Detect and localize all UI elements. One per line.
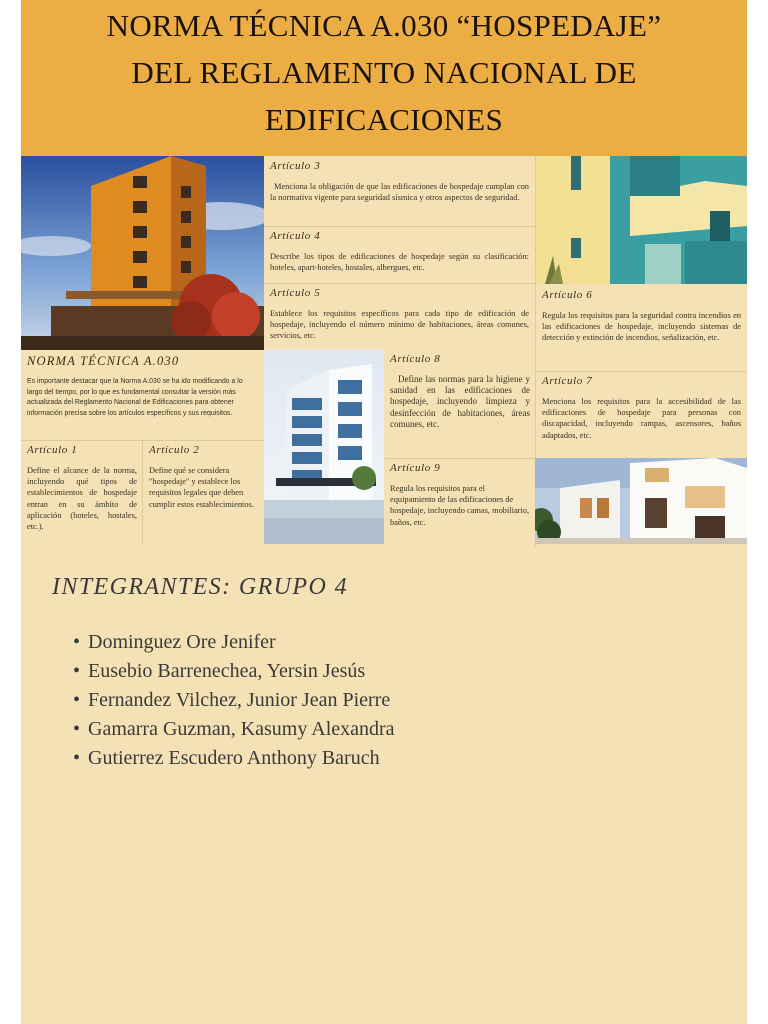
member-name: Gutierrez Escudero Anthony Baruch — [88, 747, 380, 769]
article-2-body: Define qué se considera "hospedaje" y establece los requisitos legales que deben cumplir estos establecimientos. — [149, 466, 254, 509]
orange-building-image — [21, 156, 264, 350]
member-name: Fernandez Vilchez, Junior Jean Pierre — [88, 689, 391, 711]
article-4-body: Describe los tipos de edificaciones de hospedaje según su clasificación: hoteles, apart-hoteles, hostales, albergues, etc. — [270, 252, 529, 273]
article-9-title: Artículo 9 — [390, 462, 441, 474]
white-houses-image — [535, 458, 747, 544]
article-5-title: Artículo 5 — [270, 287, 321, 299]
poster-header — [21, 0, 747, 156]
bullet-icon: • — [73, 631, 81, 653]
article-2-title: Artículo 2 — [149, 444, 200, 456]
article-7-title: Artículo 7 — [542, 375, 593, 387]
glass-tower-image — [264, 350, 384, 544]
member-name: Dominguez Ore Jenifer — [88, 631, 276, 653]
article-5-body: Establece los requisitos específicos para cada tipo de edificación de hospedaje, incluyendo el número mínimo de habitaciones, áreas comunes, servicios, etc. — [270, 309, 529, 341]
list-item — [73, 744, 395, 773]
list-item — [73, 657, 395, 686]
poster — [21, 0, 747, 1024]
article-2 — [143, 441, 264, 544]
article-8-body: Define las normas para la higiene y sanidad en las edificaciones de hospedaje, incluyendo limpieza y desinfección de habitaciones, áreas comunes, etc. — [390, 374, 530, 429]
members-list — [73, 628, 395, 773]
article-3-body: Menciona la obligación de que las edificaciones de hospedaje cumplan con la normativa vigente para seguridad sísmica y otros aspectos de seguridad. — [270, 182, 529, 203]
article-7 — [536, 372, 747, 458]
intro-section — [21, 350, 264, 440]
page-title-line-2: DEL REGLAMENTO NACIONAL DE — [131, 55, 637, 90]
article-9 — [385, 459, 535, 544]
bullet-icon: • — [73, 689, 81, 711]
bullet-icon: • — [73, 718, 81, 740]
article-3 — [264, 156, 535, 226]
article-7-body: Menciona los requisitos para la accesibilidad de las edificaciones de hospedaje para personas con discapacidad, incluyendo rampas, ascensores, baños adaptados, etc. — [542, 397, 741, 440]
list-item — [73, 715, 395, 744]
article-8 — [385, 350, 535, 458]
article-6-title: Artículo 6 — [542, 289, 593, 301]
bullet-icon: • — [73, 747, 81, 769]
member-name: Gamarra Guzman, Kasumy Alexandra — [88, 718, 395, 740]
page-title-line-1: NORMA TÉCNICA A.030 “HOSPEDAJE” — [106, 8, 662, 43]
article-1-title: Artículo 1 — [27, 444, 78, 456]
page-title-line-3: EDIFICACIONES — [264, 102, 504, 137]
article-1 — [21, 441, 142, 544]
article-9-body: Regula los requisitos para el equipamiento de las edificaciones de hospedaje, incluyendo camas, mobiliario, baños, etc. — [390, 484, 530, 527]
intro-title: NORMA TÉCNICA A.030 — [27, 354, 180, 368]
article-5 — [264, 284, 535, 350]
intro-body: Es importante destacar que la Norma A.030 se ha ido modificando a lo largo del tiempo, por lo que es fundamental consultar la versión más actualizada del Reglamento Nacional de Edificaciones para obtener información precisa sobre los artículos específicos y sus requisitos. — [27, 378, 243, 417]
bullet-icon: • — [73, 660, 81, 682]
teal-building-image — [535, 156, 747, 284]
list-item — [73, 686, 395, 715]
member-name: Eusebio Barrenechea, Yersin Jesús — [88, 660, 366, 682]
article-3-title: Artículo 3 — [270, 160, 321, 172]
article-8-title: Artículo 8 — [390, 353, 441, 365]
article-4 — [264, 227, 535, 283]
members-title: INTEGRANTES: GRUPO 4 — [52, 574, 348, 600]
article-4-title: Artículo 4 — [270, 230, 321, 242]
article-6 — [536, 284, 747, 371]
article-1-body: Define el alcance de la norma, incluyendo qué tipos de establecimientos de hospedaje entran en su ámbito de aplicación (hoteles, hostales, etc.). — [27, 466, 137, 532]
list-item — [73, 628, 395, 657]
article-6-body: Regula los requisitos para la seguridad contra incendios en las edificaciones de hospedaje, incluyendo sistemas de detección y extinción de incendios, señalización, etc. — [542, 311, 741, 343]
